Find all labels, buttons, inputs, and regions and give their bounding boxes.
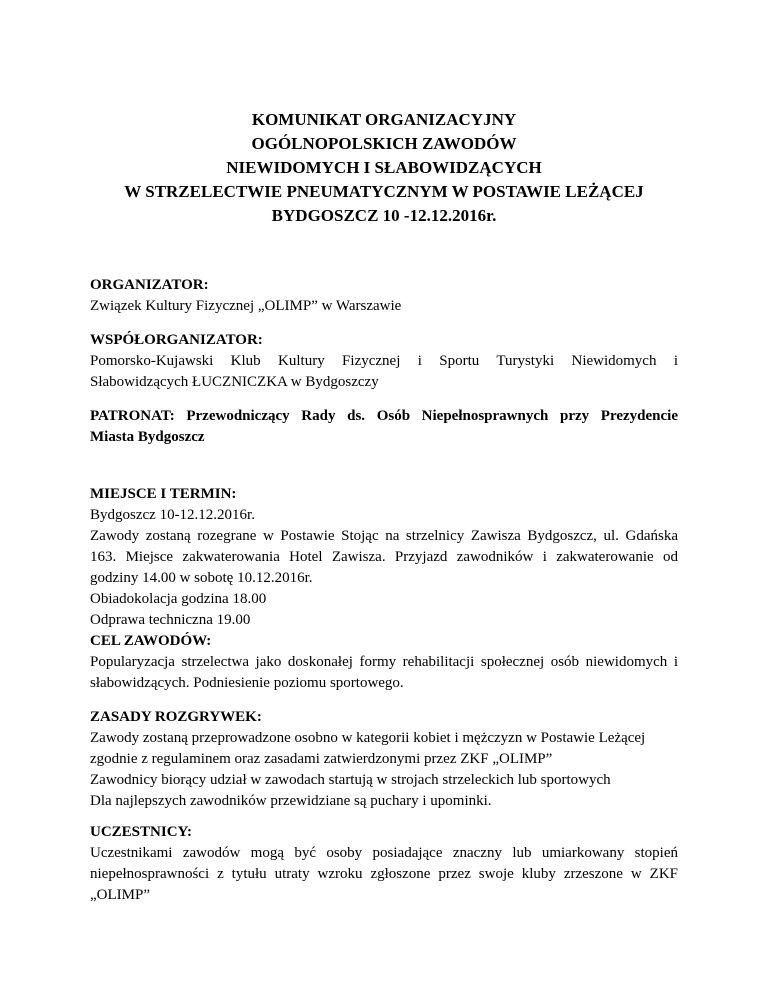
section-zasady-rozgrywek (90, 707, 678, 812)
patronat-line-2: Miasta Bydgoszcz (90, 429, 205, 445)
zasady-heading: ZASADY ROZGRYWEK: (90, 709, 262, 725)
miejsce-line-1: Zawody zostaną rozegrane w Postawie Stojąc na strzelnicy Zawisza Bydgoszcz, ul. Gdańska (90, 528, 678, 544)
title-line-2: OGÓLNOPOLSKICH ZAWODÓW (251, 134, 517, 153)
miejsce-briefing: Odprawa techniczna 19.00 (90, 612, 251, 628)
uczestnicy-line-1: Uczestnikami zawodów mogą być osoby posiadające znaczny lub umiarkowany stopień (90, 845, 678, 861)
section-patronat (90, 406, 678, 448)
cel-line-2: słabowidzących. Podniesienie poziomu sportowego. (90, 675, 404, 691)
section-wspolorganizator (90, 330, 678, 393)
zasady-line-3: Zawodnicy biorący udział w zawodach startują w strojach strzeleckich lub sportowych (90, 772, 611, 788)
zasady-line-4: Dla najlepszych zawodników przewidziane są puchary i upominki. (90, 793, 492, 809)
title-line-3: NIEWIDOMYCH I SŁABOWIDZĄCYCH (226, 158, 542, 177)
section-cel-zawodow (90, 631, 678, 694)
document-title (80, 108, 688, 228)
organizator-heading: ORGANIZATOR: (90, 277, 209, 293)
wspolorganizator-line-2: Słabowidzących ŁUCZNICZKA w Bydgoszczy (90, 374, 379, 390)
uczestnicy-line-2: niepełnosprawności z tytułu utraty wzroku zgłoszone przez swoje kluby zrzeszone w ZKF (90, 866, 678, 882)
cel-heading: CEL ZAWODÓW: (90, 633, 212, 649)
zasady-line-2: zgodnie z regulaminem oraz zasadami zatwierdzonymi przez ZKF „OLIMP” (90, 751, 553, 767)
wspolorganizator-line-1: Pomorsko-Kujawski Klub Kultury Fizycznej i Sportu Turystyki Niewidomych i (90, 353, 678, 369)
section-miejsce-i-termin (90, 484, 678, 631)
wspolorganizator-heading: WSPÓŁORGANIZATOR: (90, 332, 263, 348)
title-line-5: BYDGOSZCZ 10 -12.12.2016r. (271, 206, 497, 225)
title-line-4: W STRZELECTWIE PNEUMATYCZNYM W POSTAWIE LEŻĄCEJ (124, 182, 644, 201)
organizator-text: Związek Kultury Fizycznej „OLIMP” w Warszawie (90, 298, 402, 314)
zasady-line-1: Zawody zostaną przeprowadzone osobno w kategorii kobiet i mężczyzn w Postawie Leżącej (90, 730, 646, 746)
miejsce-line-3: godziny 14.00 w sobotę 10.12.2016r. (90, 570, 313, 586)
title-line-1: KOMUNIKAT ORGANIZACYJNY (251, 110, 517, 129)
section-uczestnicy (90, 822, 678, 906)
miejsce-line-2: 163. Miejsce zakwaterowania Hotel Zawisza. Przyjazd zawodników i zakwaterowanie od (90, 549, 678, 565)
miejsce-dinner: Obiadokolacja godzina 18.00 (90, 591, 267, 607)
patronat-line-1: PATRONAT: Przewodniczący Rady ds. Osób Niepełnosprawnych przy Prezydencie (90, 408, 678, 424)
section-organizator (90, 275, 678, 317)
uczestnicy-line-3: „OLIMP” (90, 887, 150, 903)
cel-line-1: Popularyzacja strzelectwa jako doskonałej formy rehabilitacji społecznej osób niewidomych i (90, 654, 678, 670)
miejsce-heading: MIEJSCE I TERMIN: (90, 486, 237, 502)
uczestnicy-heading: UCZESTNICY: (90, 824, 192, 840)
miejsce-date: Bydgoszcz 10-12.12.2016r. (90, 507, 255, 523)
